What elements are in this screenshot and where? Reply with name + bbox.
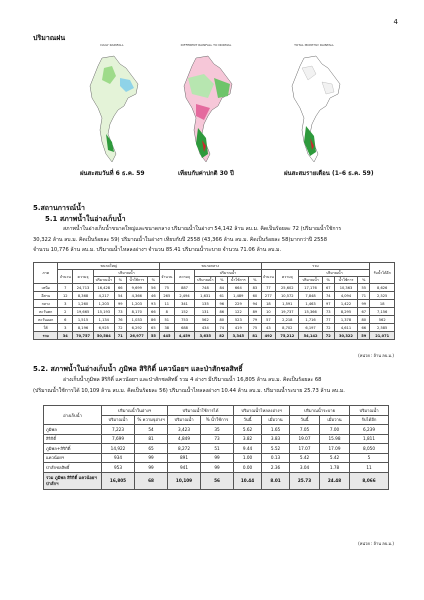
table-cell: 71 (114, 332, 126, 340)
table-cell: 86 (216, 308, 228, 316)
table-cell: 3,423 (168, 425, 201, 435)
table-cell: 748 (195, 284, 216, 292)
table-cell: 73 (114, 308, 126, 316)
table-cell: ภูมิพล (44, 425, 102, 435)
table-cell: 67 (322, 284, 334, 292)
table-cell: 6 (58, 316, 73, 324)
table-row (44, 434, 389, 444)
subhead: วันนี้ (234, 415, 262, 425)
group-volume: ปริมาณน้ำในอ่างฯ (102, 406, 168, 416)
table-cell: 10,363 (334, 284, 357, 292)
table-row (34, 308, 395, 316)
table-cell: 1.00 (234, 453, 262, 463)
col-in-res: ปริมาณน้ำ (299, 277, 322, 284)
table-row (44, 463, 389, 473)
table-cell: 492 (261, 332, 276, 340)
table-cell: 73 (322, 308, 334, 316)
table-cell: 1,033 (126, 316, 147, 324)
table-cell: 34 (58, 332, 73, 340)
table-cell: 82 (216, 332, 228, 340)
table-cell: 99 (114, 300, 126, 308)
table-cell: 15.98 (320, 434, 350, 444)
table-cell: 229 (228, 300, 249, 308)
table-cell: 86 (147, 316, 159, 324)
table-cell: 0.13 (262, 453, 290, 463)
table-cell: 7,699 (102, 434, 135, 444)
reservoir-summary (33, 224, 395, 256)
table-cell: 17.09 (320, 444, 350, 454)
table-cell: 4,217 (93, 292, 114, 300)
table-cell: 99 (201, 463, 234, 473)
paragraph-line: อ่างเก็บน้ำภูมิพล สิริกิติ์ แควน้อยฯ และป่าสักชลสิทธิ์ รวม 4 อ่างฯ มีปริมาณน้ำ 16,805 ล้าน ลบ.ม. คิดเป็นร้อยละ 68 (63, 377, 322, 383)
section-title: 5.สถานการณ์น้ำ (33, 204, 85, 212)
table-cell: 1,203 (93, 300, 114, 308)
table-cell: 81 (249, 332, 261, 340)
subhead: % ความจุอ่างฯ (135, 415, 168, 425)
table-cell: 65 (147, 324, 159, 332)
table-cell: 81 (135, 434, 168, 444)
col-region: ภาค (34, 263, 58, 284)
table-cell: 10 (261, 308, 276, 316)
group-total: รวม (261, 263, 370, 270)
table-cell: 55 (358, 284, 370, 292)
table-cell: 77 (322, 316, 334, 324)
table-cell: 72 (322, 332, 334, 340)
table-row (34, 292, 395, 300)
table-cell: 1,422 (334, 300, 357, 308)
table-cell: 1,631 (195, 292, 216, 300)
col-volume: ปริมาณน้ำ (93, 270, 159, 277)
subhead: ปริมาณน้ำ (168, 415, 201, 425)
table-cell: 15,366 (299, 308, 322, 316)
table-cell: 96 (216, 300, 228, 308)
table-cell: 75 (249, 324, 261, 332)
table-cell: 135 (195, 300, 216, 308)
table-cell: 434 (195, 324, 216, 332)
table-cell: 5.42 (290, 453, 320, 463)
table-row (34, 316, 395, 324)
col-usable: น้ำใช้การ (126, 277, 147, 284)
table-cell: 753 (174, 316, 195, 324)
table-cell: 5.62 (234, 425, 262, 435)
table-cell: 51 (159, 316, 174, 324)
col-count: จำนวน (159, 270, 174, 284)
table-cell: 24,713 (73, 284, 94, 292)
table-cell: 59 (358, 332, 370, 340)
table-cell: 934 (102, 453, 135, 463)
table-cell: 10,572 (276, 292, 299, 300)
table-cell: 17,176 (299, 284, 322, 292)
table-cell: 131 (195, 308, 216, 316)
table-cell: กลาง (34, 300, 58, 308)
table-cell: 76 (114, 316, 126, 324)
table-cell: 6,925 (93, 324, 114, 332)
group-medium: ขนาดกลาง (159, 263, 261, 270)
table-cell: 8,702 (276, 324, 299, 332)
reservoir-table (33, 262, 395, 340)
table-cell: 3,635 (195, 332, 216, 340)
table-cell: 18 (370, 300, 395, 308)
table-cell: 1,260 (73, 300, 94, 308)
table-cell: 73 (201, 434, 234, 444)
table-cell: 2 (58, 308, 73, 316)
page-number: 4 (393, 18, 398, 26)
table-cell: 25,602 (276, 284, 299, 292)
table-cell: 46 (147, 292, 159, 300)
table-cell: ตะวันออก (34, 316, 58, 324)
table-cell: 7,848 (299, 292, 322, 300)
table-cell: เหนือ (34, 284, 58, 292)
table-cell: 79 (249, 316, 261, 324)
table-cell: 1,515 (73, 316, 94, 324)
col-count: จำนวน (261, 270, 276, 284)
table-cell: 60 (249, 292, 261, 300)
table-cell: 55 (147, 332, 159, 340)
daily-rainfall-map (80, 44, 144, 166)
table-cell: 19,665 (73, 308, 94, 316)
table-cell: 16,428 (93, 284, 114, 292)
table-cell: 122 (228, 308, 249, 316)
table-cell: ตะวันตก (34, 308, 58, 316)
col-count: จำนวน (58, 270, 73, 284)
table-cell: 2,585 (370, 324, 395, 332)
col-capacity: ความจุ (276, 270, 299, 284)
col-usable: น้ำใช้การ (334, 277, 357, 284)
rainfall-anomaly-map (174, 44, 238, 166)
table-cell: 84 (216, 284, 228, 292)
col-pct: % (249, 277, 261, 284)
table-cell: 24.48 (320, 472, 350, 489)
table-cell: 1,203 (126, 300, 147, 308)
table-cell: 1,378 (334, 316, 357, 324)
table-cell: 7,223 (102, 425, 135, 435)
thailand-map-icon (282, 54, 346, 166)
table-cell: 83 (249, 284, 261, 292)
table-cell: 7.00 (320, 425, 350, 435)
table-cell: 8,626 (370, 284, 395, 292)
group-release: ปริมาณน้ำระบาย (290, 406, 350, 416)
table-cell: 1,811 (350, 434, 389, 444)
table-cell: 1,716 (299, 316, 322, 324)
table-cell: 75 (159, 284, 174, 292)
table-cell: 1,591 (276, 300, 299, 308)
table-unit: (หน่วย : ล้าน ลบ.ม.) (358, 541, 394, 546)
map-caption-normal: เทียบกับค่าปกติ 30 ปี (178, 170, 234, 177)
subhead: วันนี้ (290, 415, 320, 425)
table-cell: 80 (358, 316, 370, 324)
table-cell: 3,345 (228, 332, 249, 340)
subsection-title: 5.2. สภาพน้ำในอ่างเก็บน้ำ ภูมิพล สิริกิติ์ แควน้อยฯ และป่าสักชลสิทธิ์ (33, 365, 243, 373)
total-row (34, 332, 395, 340)
table-cell: ภูมิพล+สิริกิติ์ (44, 444, 102, 454)
table-row (34, 324, 395, 332)
table-cell: 1.65 (262, 425, 290, 435)
table-row (44, 425, 389, 435)
table-cell: 66 (147, 308, 159, 316)
subhead: เมื่อวาน (320, 415, 350, 425)
table-unit: (หน่วย : ล้าน ลบ.ม.) (358, 353, 394, 358)
table-cell: 68 (135, 472, 168, 489)
col-in-res: ปริมาณน้ำ (195, 277, 216, 284)
table-cell: 21,071 (370, 332, 395, 340)
table-cell: 35 (201, 425, 234, 435)
table-cell: 11 (350, 463, 389, 473)
table-cell: 3 (58, 324, 73, 332)
col-available: รับน้ำได้อีก (370, 263, 395, 284)
table-cell: 19,737 (276, 308, 299, 316)
col-volume: ปริมาณน้ำ (299, 270, 370, 277)
table-cell: 10.44 (234, 472, 262, 489)
table-cell: 8,368 (73, 292, 94, 300)
table-row (44, 444, 389, 454)
table-cell: 99 (358, 300, 370, 308)
table-cell: 26,977 (126, 332, 147, 340)
table-cell: 941 (168, 463, 201, 473)
group-usable: ปริมาณน้ำใช้การได้ (168, 406, 234, 416)
table-cell: 56 (201, 472, 234, 489)
subhead: ปริมาณน้ำ (102, 415, 135, 425)
col-pct: % (216, 277, 228, 284)
paragraph-line: สภาพน้ำในอ่างเก็บน้ำขนาดใหญ่และขนาดกลาง ปริมาณน้ำในอ่างฯ 54,142 ล้าน ลบ.ม. คิดเป็นร้อยละ 72 (ปริมาณน้ำใช้การ (63, 226, 342, 232)
table-cell: 7,156 (370, 308, 395, 316)
table-cell: 65 (135, 444, 168, 454)
table-cell: 5 (350, 453, 389, 463)
table-cell: 15,193 (93, 308, 114, 316)
table-cell: 6,239 (350, 425, 389, 435)
table-cell: 93 (147, 300, 159, 308)
table-cell: 38 (159, 324, 174, 332)
table-cell: 56 (147, 284, 159, 292)
table-cell: 341 (174, 300, 195, 308)
table-cell: 3.04 (290, 463, 320, 473)
col-pct: % (358, 277, 370, 284)
table-cell: 61 (216, 292, 228, 300)
map-caption-monthly: ฝนสะสมรายเดือน (1–6 ธ.ค. 59) (284, 170, 374, 177)
col-capacity: ความจุ (174, 270, 195, 284)
table-cell: 54 (114, 292, 126, 300)
table-cell: 5.42 (320, 453, 350, 463)
table-cell: 265 (159, 292, 174, 300)
thailand-map-icon (80, 54, 144, 166)
table-cell: 6,197 (299, 324, 322, 332)
table-cell: 953 (102, 463, 135, 473)
thailand-map-icon (174, 54, 238, 166)
col-usable: น้ำใช้การ (228, 277, 249, 284)
table-cell: 277 (261, 292, 276, 300)
table-cell: 8,196 (73, 324, 94, 332)
table-cell: รวม ภูมิพล สิริกิติ์ แควน้อยฯ ป่าสักฯ (44, 472, 102, 489)
table-cell: 445 (159, 332, 174, 340)
table-cell: 4,849 (168, 434, 201, 444)
table-cell: 74 (216, 324, 228, 332)
table-cell: 7.05 (290, 425, 320, 435)
table-cell: 7 (58, 284, 73, 292)
table-cell: 6,292 (126, 324, 147, 332)
table-cell: 8,170 (126, 308, 147, 316)
table-cell: 2,494 (174, 292, 195, 300)
table-cell: อีสาน (34, 292, 58, 300)
table-cell: 97 (322, 300, 334, 308)
table-cell: 887 (174, 284, 195, 292)
subsection-title: 5.1 สภาพน้ำในอ่างเก็บน้ำ (45, 215, 126, 223)
table-row (34, 284, 395, 292)
subhead: เมื่อวาน (262, 415, 290, 425)
col-reservoir: อ่างเก็บน้ำ (44, 406, 102, 425)
subhead: % น้ำใช้การ (201, 415, 234, 425)
group-large: ขนาดใหญ่ (58, 263, 160, 270)
table-cell: 891 (168, 453, 201, 463)
table-cell: 5.52 (262, 444, 290, 454)
table-cell: 99 (201, 453, 234, 463)
table-cell: 75,212 (276, 332, 299, 340)
table-row (34, 300, 395, 308)
table-cell: สิริกิติ์ (44, 434, 102, 444)
paragraph-line: จำนวน 10,776 ล้าน ลบ.ม. ปริมาณน้ำไหลลงอ่างฯ จำนวน 85.41 ปริมาณน้ำระบาย จำนวน 71.06 ล้าน ลบ.ม. (33, 247, 282, 253)
col-pct: % (147, 277, 159, 284)
group-inflow: ปริมาณน้ำไหลลงอ่างฯ (234, 406, 290, 416)
map-caption-daily: ฝนสะสมวันที่ 6 ธ.ค. 59 (80, 170, 145, 177)
rainfall-heading: ปริมาณฝน (33, 34, 66, 42)
table-cell: 30,322 (334, 332, 357, 340)
table-cell: 99 (135, 453, 168, 463)
table-cell: 99 (135, 463, 168, 473)
table-cell: 70,757 (73, 332, 94, 340)
table-cell: แควน้อยฯ (44, 453, 102, 463)
total-row (44, 472, 389, 489)
group-available: ปริมาณน้ำ (350, 406, 389, 416)
table-cell: 2,525 (370, 292, 395, 300)
table-cell: 74 (322, 292, 334, 300)
table-cell: 1.78 (320, 463, 350, 473)
table-cell: 8,272 (168, 444, 201, 454)
table-cell: 1,463 (299, 300, 322, 308)
col-capacity: ความจุ (73, 270, 94, 284)
table-cell: 17.07 (290, 444, 320, 454)
table-cell: 8,050 (350, 444, 389, 454)
table-cell: 688 (174, 324, 195, 332)
table-cell: ใต้ (34, 324, 58, 332)
subhead: รับได้อีก (350, 415, 389, 425)
table-cell: 77 (261, 284, 276, 292)
paragraph-line: 30,322 ล้าน ลบ.ม. คิดเป็นร้อยละ 59) ปริมาณน้ำในอ่างฯ เทียบกับปี 2558 (43,366 ล้าน ลบ.ม. คิดเป็นร้อยละ 58)มากกว่าปี 2558 (33, 236, 328, 243)
table-cell: 72 (114, 324, 126, 332)
table-cell: 4,094 (334, 292, 357, 300)
big-dams-table (43, 405, 389, 490)
table-cell: 1,489 (228, 292, 249, 300)
table-cell: 664 (228, 284, 249, 292)
monthly-rainfall-map (282, 44, 346, 166)
table-cell: 94 (249, 300, 261, 308)
big-dams-summary (33, 375, 395, 396)
table-cell: 18 (261, 300, 276, 308)
table-cell: 523 (228, 316, 249, 324)
table-cell: 3.83 (262, 434, 290, 444)
map-title: TOTAL MONTHLY RAINFALL (294, 44, 334, 47)
table-cell: 9,699 (126, 284, 147, 292)
table-cell: 3 (58, 300, 73, 308)
table-cell: 80 (216, 316, 228, 324)
col-pct: % (322, 277, 334, 284)
table-cell: 10,109 (168, 472, 201, 489)
table-cell: 9.44 (234, 444, 262, 454)
table-cell: 419 (228, 324, 249, 332)
table-cell: 152 (174, 308, 195, 316)
table-cell: 2.36 (262, 463, 290, 473)
map-title: DIFFERENT RAINFALL TO NORMAL (180, 44, 232, 47)
table-cell: 4,459 (174, 332, 195, 340)
table-cell: 89 (249, 308, 261, 316)
col-in-res: ปริมาณน้ำ (93, 277, 114, 284)
map-title: DAILY RAINFALL (100, 44, 124, 47)
table-cell: 0.00 (234, 463, 262, 473)
table-cell: 562 (195, 316, 216, 324)
table-cell: 2,218 (276, 316, 299, 324)
table-cell: 57 (261, 316, 276, 324)
table-cell: 66 (358, 324, 370, 332)
col-volume: ปริมาณน้ำ (195, 270, 261, 277)
col-pct: % (114, 277, 126, 284)
table-cell: 4,366 (126, 292, 147, 300)
table-cell: 562 (370, 316, 395, 324)
table-cell: 67 (358, 308, 370, 316)
table-cell: ป่าสักชลสิทธิ์ (44, 463, 102, 473)
table-cell: 8.01 (262, 472, 290, 489)
table-cell: 14,922 (102, 444, 135, 454)
table-cell: 8,066 (350, 472, 389, 489)
table-cell: 4,611 (334, 324, 357, 332)
table-cell: 71 (358, 292, 370, 300)
table-cell: 54,142 (299, 332, 322, 340)
table-cell: 8,295 (334, 308, 357, 316)
table-cell: 12 (58, 292, 73, 300)
table-row (44, 453, 389, 463)
table-cell: 72 (322, 324, 334, 332)
table-cell: รวม (34, 332, 58, 340)
table-cell: 8 (159, 308, 174, 316)
table-cell: 11 (159, 300, 174, 308)
table-cell: 3.82 (234, 434, 262, 444)
table-cell: 43 (261, 324, 276, 332)
paragraph-line: (ปริมาณน้ำใช้การได้ 10,109 ล้าน ลบ.ม. คิดเป็นร้อยละ 56) ปริมาณน้ำไหลลงอ่างฯ 10.44 ล้าน ลบ.ม. ปริมาณน้ำระบาย 25.73 ล้าน ลบ.ม. (33, 387, 345, 394)
table-cell: 51 (201, 444, 234, 454)
table-cell: 25.73 (290, 472, 320, 489)
table-cell: 54 (135, 425, 168, 435)
table-cell: 16,805 (102, 472, 135, 489)
table-cell: 66 (114, 284, 126, 292)
table-cell: 19.07 (290, 434, 320, 444)
table-cell: 1,134 (93, 316, 114, 324)
table-cell: 50,584 (93, 332, 114, 340)
